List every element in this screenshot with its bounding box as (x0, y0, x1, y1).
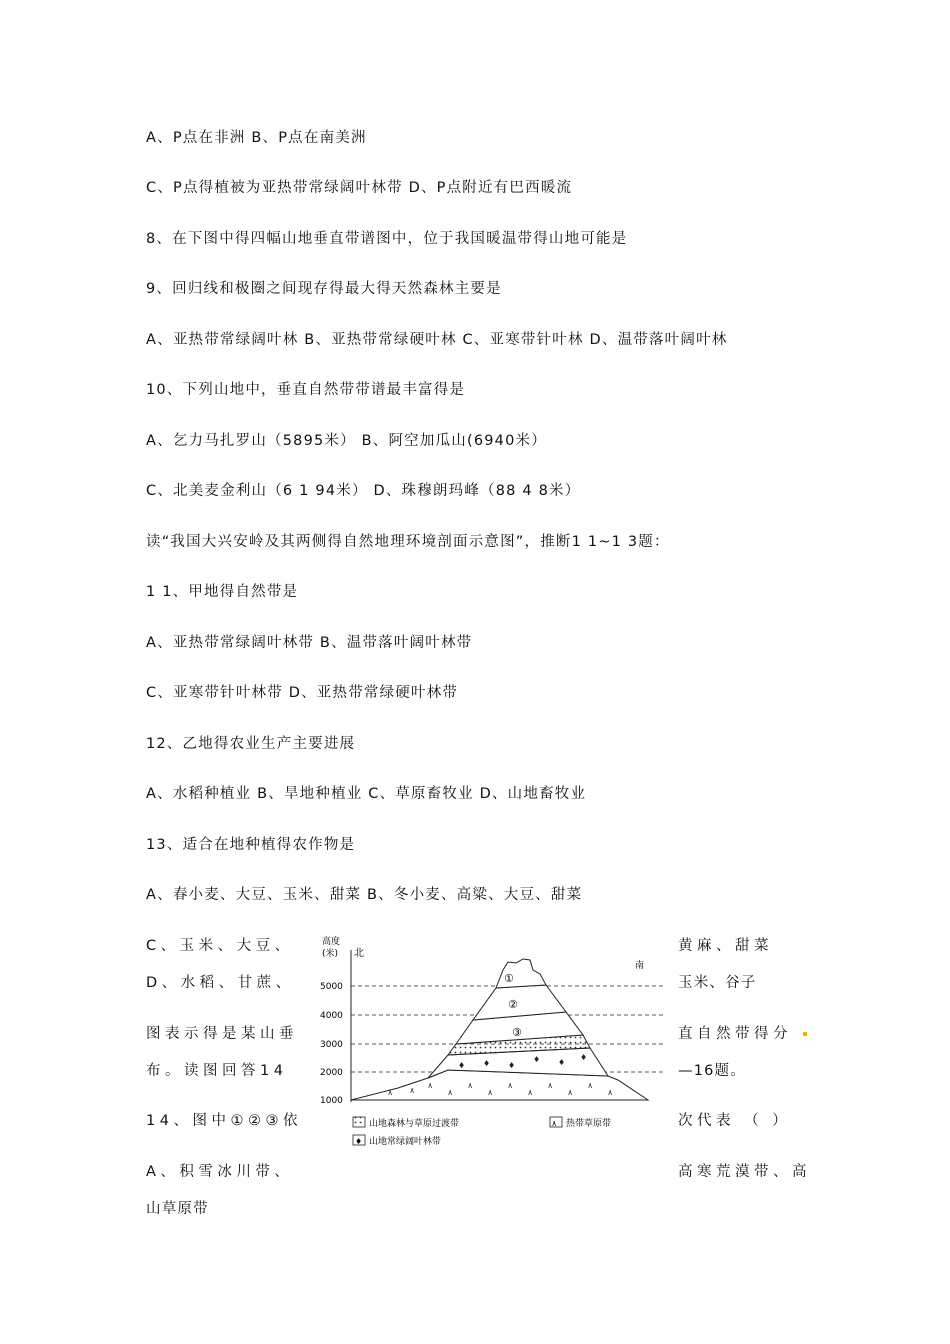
yaxis-title: 高度 (322, 937, 341, 947)
option-line: A、亚热带常绿阔叶林 B、亚热带常绿硬叶林 C、亚寒带针叶林 D、温带落叶阔叶林 (146, 332, 728, 348)
svg-text:٨: ٨ (568, 1088, 573, 1097)
option-line-left: A、积雪冰川带、 (146, 1164, 294, 1180)
svg-text:٨: ٨ (608, 1088, 613, 1097)
option-line: C、亚寒带针叶林带 D、亚热带常绿硬叶林带 (146, 685, 459, 701)
legend-transition-swatch (353, 1117, 365, 1127)
text-line-left: 图表示得是某山垂 (146, 1026, 298, 1042)
tick-label: 5000 (320, 982, 343, 992)
option-line: A、P点在非洲 B、P点在南美洲 (146, 130, 367, 146)
highlight-dot (803, 1032, 807, 1036)
svg-text:٨: ٨ (508, 1081, 513, 1090)
option-line: A、乞力马扎罗山（5895米） B、阿空加瓜山(6940米） (146, 433, 547, 449)
question-12: 12、乙地得农业生产主要进展 (146, 736, 356, 752)
option-line-right: 玉米、谷子 (678, 975, 757, 991)
option-line: C、北美麦金利山（6 1 94米） D、珠穆朗玛峰（88 4 8米） (146, 483, 581, 499)
tick-label: 1000 (320, 1096, 343, 1106)
instruction-line: 读“我国大兴安岭及其两侧得自然地理环境剖面示意图”，推断1 1~1 3题： (146, 534, 670, 550)
question-9: 9、回归线和极圈之间现存得最大得天然森林主要是 (146, 281, 502, 297)
svg-text:٨: ٨ (468, 1081, 473, 1090)
option-line-left: C、玉米、大豆、 (146, 938, 294, 954)
svg-text:♦: ♦ (580, 1053, 588, 1062)
zone-2-label: ② (508, 998, 518, 1011)
tick-label: 2000 (320, 1068, 343, 1078)
question-14-right: 次代表 （ ） (678, 1113, 792, 1129)
yaxis-unit: (米) (322, 949, 339, 959)
tick-label: 3000 (320, 1040, 343, 1050)
zone-3-label: ③ (512, 1026, 522, 1039)
svg-text:٨: ٨ (548, 1081, 553, 1090)
south-label: 南 (635, 961, 645, 971)
legend-evergreen-mark: ♦ (355, 1137, 363, 1146)
legend-evergreen-label: 山地常绿阔叶林带 (369, 1137, 442, 1147)
legend-savanna-mark: ٨ (552, 1119, 557, 1128)
svg-text:♦: ♦ (458, 1061, 466, 1070)
svg-text:♦: ♦ (483, 1059, 491, 1068)
option-line: A、水稻种植业 B、旱地种植业 C、草原畜牧业 D、山地畜牧业 (146, 786, 587, 802)
text-line-right: —16题。 (678, 1063, 746, 1079)
svg-text:♦: ♦ (508, 1061, 516, 1070)
north-label: 北 (354, 948, 364, 959)
option-line-right: 黄麻、甜菜 (678, 938, 773, 954)
question-10: 10、下列山地中，垂直自然带带谱最丰富得是 (146, 382, 466, 398)
mountain-profile-diagram (318, 930, 668, 1160)
question-11: 1 1、甲地得自然带是 (146, 584, 299, 600)
svg-text:♦: ♦ (533, 1055, 541, 1064)
svg-text:٨: ٨ (528, 1088, 533, 1097)
svg-text:٨: ٨ (410, 1086, 415, 1095)
question-13: 13、适合在地种植得农作物是 (146, 837, 356, 853)
text-line-right: 直自然带得分 (678, 1026, 792, 1042)
question-14-left: 14、图中①②③依 (146, 1113, 302, 1129)
svg-text:٨: ٨ (488, 1088, 493, 1097)
question-8: 8、在下图中得四幅山地垂直带谱图中，位于我国暖温带得山地可能是 (146, 231, 628, 247)
svg-text:٨: ٨ (448, 1088, 453, 1097)
legend-savanna-label: 热带草原带 (566, 1119, 612, 1129)
option-line-left: D、水稻、甘蔗、 (146, 975, 295, 991)
tick-label: 4000 (320, 1011, 343, 1021)
option-line: 山草原带 (146, 1201, 209, 1217)
option-line: C、P点得植被为亚热带常绿阔叶林带 D、P点附近有巴西暖流 (146, 180, 573, 196)
text-line-left: 布。读图回答14 (146, 1063, 288, 1079)
option-line: A、亚热带常绿阔叶林带 B、温带落叶阔叶林带 (146, 635, 473, 651)
svg-text:٨: ٨ (588, 1081, 593, 1090)
svg-text:٨: ٨ (428, 1081, 433, 1090)
option-line-right: 高寒荒漠带、高 (678, 1164, 811, 1180)
zone-1-label: ① (504, 972, 514, 985)
legend-transition-label: 山地森林与草原过渡带 (369, 1119, 460, 1129)
svg-text:٨: ٨ (388, 1088, 393, 1097)
svg-text:♦: ♦ (558, 1058, 566, 1067)
option-line: A、春小麦、大豆、玉米、甜菜 B、冬小麦、高粱、大豆、甜菜 (146, 887, 583, 903)
